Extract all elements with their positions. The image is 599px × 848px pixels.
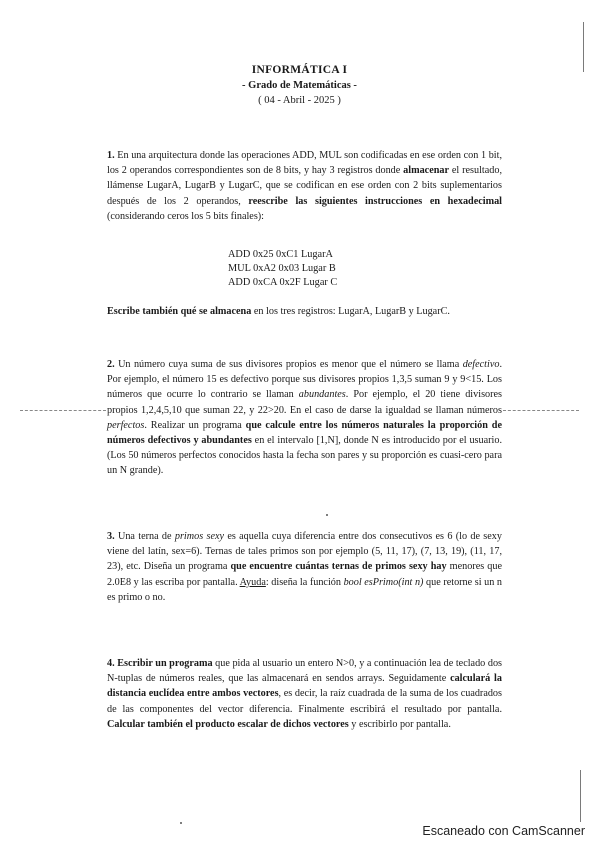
document-header xyxy=(0,63,599,108)
scan-speck xyxy=(180,822,182,824)
scan-speck xyxy=(326,514,328,516)
question-2: 2. Un número cuya suma de sus divisores propios es menor que el número se llama defectivo. Por ejemplo, el número 15 es defectivo porque sus divisores propios 1,3,5 suman 9 y 9<15. Los números que ocurre lo contrario se llaman abundantes. Por ejemplo, el 20 tiene divisores propios 1,2,4,5,10 que suman 22, y 22>20. En el caso de darse la igualdad se llaman números perfectos. Realizar un programa que calcule entre los números naturales la proporción de números defectivos y abundantes en el intervalo [1,N], donde N es introducido por el usuario. (Los 50 números perfectos conocidos hasta la fecha son pares y su proporción es cuasi-cero para un N grande). xyxy=(107,359,503,477)
question-4-number: 4. xyxy=(107,658,115,669)
question-3: 3. Una terna de primos sexy es aquella cuya diferencia entre dos consecutivos es 6 (lo de sexy viene del latín, sex=6). Ternas de tales primos son por ejemplo (5, 11, 17), (7, 13, 19), (11, 17, 23), etc. Diseña un programa que encuentre cuántas ternas de primos sexy hay menores que 2.0E8 y las escriba por pantalla. Ayuda: diseña la función bool esPrimo(int n) que retorne si un n es primo o no. xyxy=(107,531,503,603)
instruction-1: ADD 0x25 0xC1 LugarA xyxy=(228,249,333,260)
instruction-3: ADD 0xCA 0x2F Lugar C xyxy=(228,277,338,289)
document-title: INFORMÁTICA I xyxy=(251,64,348,76)
question-4: 4. Escribir un programa que pida al usuario un entero N>0, y a continuación lea de teclado dos N-tuplas de números reales, que las almacenará en sendos arrays. Seguidamente calculará la distancia euclídea entre ambos vectores, es decir, la raíz cuadrada de la suma de los cuadrados de las componentes del vector diferencia. Finalmente escribirá el resultado por pantalla. Calcular también el producto escalar de dichos vectores y escribirlo por pantalla. xyxy=(107,658,503,730)
fold-line-left xyxy=(20,410,106,411)
instruction-list xyxy=(228,248,337,291)
question-1-followup: Escribe también qué se almacena en los tres registros: LugarA, LugarB y LugarC. xyxy=(107,306,450,317)
fold-line-right xyxy=(503,410,579,411)
scanner-watermark: Escaneado con CamScanner xyxy=(422,824,585,838)
question-1-number: 1. xyxy=(107,150,115,161)
document-subtitle: - Grado de Matemáticas - xyxy=(242,80,357,91)
question-1: 1. En una arquitectura donde las operaciones ADD, MUL son codificadas en ese orden con 1 bit, los 2 operandos correspondientes son de 8 bits, y hay 3 registros donde almacenar el resultado, llámense LugarA, LugarB y LugarC, que se codifican en ese orden con 2 bits suplementarios después de los 2 operandos, reescribe las siguientes instrucciones en hexadecimal (considerando ceros los 5 bits finales): xyxy=(107,150,502,222)
question-3-number: 3. xyxy=(107,531,115,542)
question-2-number: 2. xyxy=(107,359,115,370)
document-date: ( 04 - Abril - 2025 ) xyxy=(258,95,341,106)
instruction-2: MUL 0xA2 0x03 Lugar B xyxy=(228,263,336,275)
scan-edge-line-bottom xyxy=(580,770,581,822)
